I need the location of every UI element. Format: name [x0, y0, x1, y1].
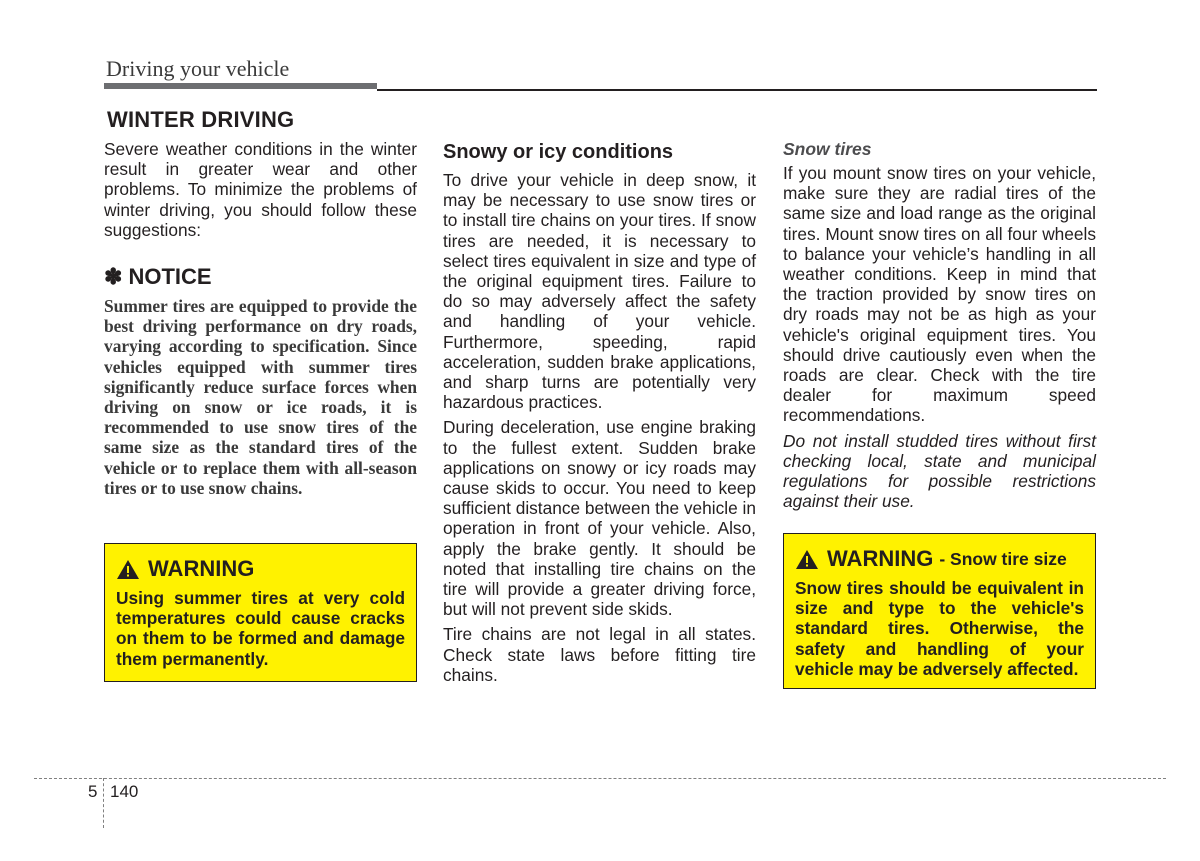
- notice-star-icon: ✽: [104, 264, 123, 290]
- warning-box-summer-tires: [104, 543, 417, 682]
- notice-heading: [104, 264, 417, 290]
- header-rule-thin: [377, 89, 1097, 91]
- warning-heading: [116, 556, 405, 582]
- intro-paragraph: Severe weather conditions in the winter result in greater wear and other problems. To minimize the problems of winter driving, you should follow these suggestions:: [104, 139, 417, 240]
- snowy-icy-paragraph-1: To drive your vehicle in deep snow, it may be necessary to use snow tires or to install tire chains on your tires. If snow tires are needed, it is necessary to select tires equivalent in size and type of the original equipment tires. Failure to do so may adversely affect the safety and handling of your vehicle. Furthermore, speeding, rapid acceleration, sudden brake applications, and sharp turns are potentially very hazardous practices.: [443, 170, 756, 413]
- warning-heading: [795, 546, 1084, 572]
- header-title: Driving your vehicle: [106, 56, 290, 81]
- header-rule-thick: [104, 83, 377, 89]
- warning-label: WARNING: [148, 556, 255, 581]
- snowy-icy-heading: Snowy or icy conditions: [443, 141, 674, 163]
- warning-triangle-icon: [795, 549, 819, 570]
- column-left: [104, 139, 417, 498]
- studded-tires-paragraph: Do not install studded tires without first checking local, state and municipal regulations for possible restrictions against their use.: [783, 430, 1096, 512]
- warning-label: WARNING: [827, 546, 934, 571]
- warning-suffix: - Snow tire size: [939, 548, 1067, 569]
- warning-box-snow-tire-size: [783, 533, 1096, 689]
- snow-tires-paragraph: If you mount snow tires on your vehicle, make sure they are radial tires of the same size and load range as the original tires. Mount snow tires on all four wheels to balance your vehicle’s handling in all weather conditions. Keep in mind that the traction provided by snow tires on dry roads may not be as high as your vehicle's original equipment tires. You should drive cautiously even when the roads are clear. Check with the tire dealer for maximum speed recommendations.: [783, 163, 1096, 426]
- footer-divider: [103, 778, 104, 828]
- column-middle: [443, 139, 756, 685]
- chapter-number: 5: [88, 782, 98, 801]
- warning-triangle-icon: [116, 559, 140, 580]
- column-right: [783, 139, 1096, 511]
- warning-text: Snow tires should be equivalent in size and type to the vehicle's standard tires. Otherwise, the safety and handling of your vehicle may be adversely affected.: [795, 578, 1084, 679]
- footer-rule: [34, 778, 1166, 779]
- notice-text: Summer tires are equipped to provide the best driving performance on dry roads, varying according to specification. Since vehicles equipped with summer tires significantly reduce surface forces when driving on snow or ice roads, it is recommended to use snow tires of the same size as the standard tires of the vehicle or to replace them with all-season tires or to use snow chains.: [104, 296, 417, 498]
- snowy-icy-paragraph-2: During deceleration, use engine braking to the fullest extent. Sudden brake applications on snowy or icy roads may cause skids to occur. You need to keep sufficient distance between the vehicle in operation in front of your vehicle. Also, apply the brake gently. It should be noted that installing tire chains on the tire will provide a greater driving force, but will not prevent side skids.: [443, 417, 756, 620]
- snow-tires-heading: Snow tires: [783, 139, 872, 159]
- section-title: WINTER DRIVING: [107, 107, 295, 132]
- snowy-icy-paragraph-3: Tire chains are not legal in all states. Check state laws before fitting tire chains.: [443, 624, 756, 685]
- warning-text: Using summer tires at very cold temperatures could cause cracks on them to be formed and damage them permanently.: [116, 588, 405, 669]
- notice-title: NOTICE: [128, 264, 212, 290]
- page-number: 140: [110, 782, 139, 801]
